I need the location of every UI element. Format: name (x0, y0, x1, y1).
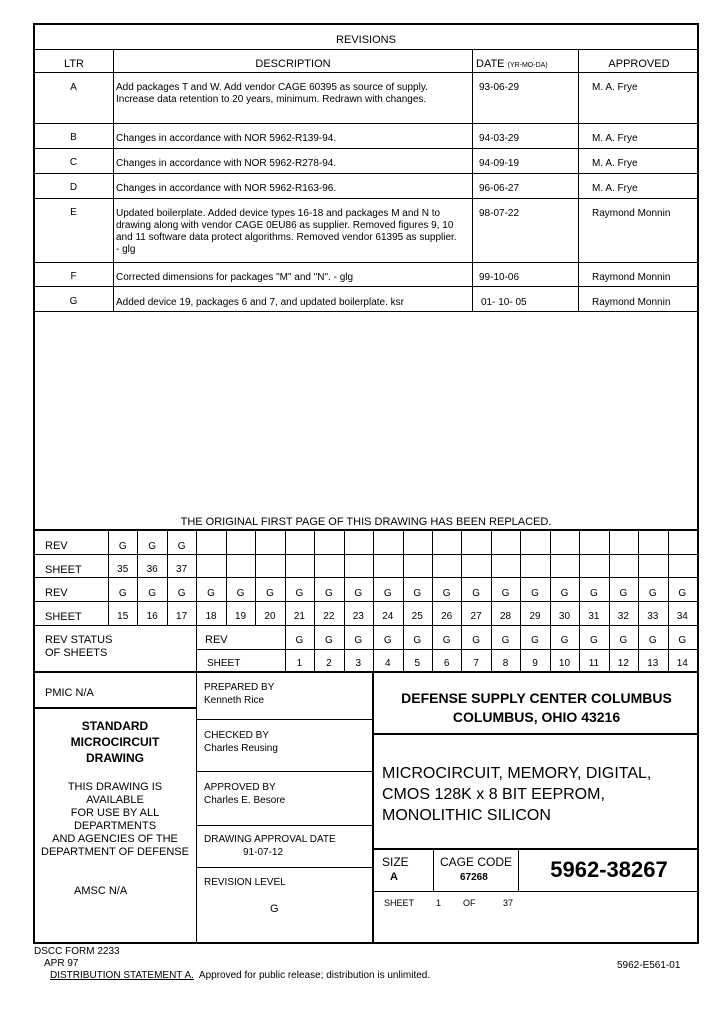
rev-cell: G (383, 635, 392, 646)
rev-cell: G (354, 635, 363, 646)
checked-label: CHECKED BY (204, 730, 270, 741)
checked-by: Charles Reusing (204, 743, 278, 754)
rev-row-date: 01- 10- 05 (481, 297, 527, 308)
rev-row-ltr: G (69, 296, 78, 307)
rev-row-description: Changes in accordance with NOR 5962-R163-96. (116, 183, 337, 194)
rev-row-approved: M. A. Frye (592, 82, 638, 93)
rev-cell: G (295, 588, 304, 599)
sheet-cell: 1 (296, 658, 303, 669)
rev-cell: G (413, 588, 422, 599)
sheet-cell: 16 (146, 611, 158, 622)
availability-text: THIS DRAWING IS AVAILABLE FOR USE BY ALL DEPARTMENTS AND AGENCIES OF THE DEPARTMENT OF DEFENSE (41, 781, 189, 858)
rev-row-ltr: F (70, 271, 77, 282)
rev-row-date: 93-06-29 (479, 82, 520, 93)
sheet-cell: 22 (323, 611, 335, 622)
rev-row-description: Changes in accordance with NOR 5962-R278-94. (116, 158, 337, 169)
rev-cell: G (648, 588, 657, 599)
amsc-label: AMSC N/A (74, 885, 128, 897)
approved-by: Charles E. Besore (204, 795, 286, 806)
rev-row-ltr: D (69, 182, 78, 193)
sheet-cell: 30 (558, 611, 571, 622)
rev-cell: G (619, 635, 628, 646)
distribution-text: Approved for public release; distribution is unlimited. (193, 970, 431, 981)
rev-row-ltr: E (70, 207, 77, 218)
rev-cell: G (324, 635, 333, 646)
sheet-cell: 2 (326, 658, 332, 669)
revisions-title: REVISIONS (336, 34, 396, 46)
rev-row-date: 94-09-19 (479, 158, 520, 169)
sheet-cell: 11 (588, 658, 600, 669)
rev-cell: G (118, 588, 127, 599)
sheet-label: SHEET (207, 658, 241, 669)
rev-cell: G (531, 635, 539, 646)
rev-cell: G (590, 635, 598, 646)
rev-cell: G (354, 588, 363, 599)
standard-title: STANDARD MICROCIRCUIT DRAWING (70, 719, 160, 765)
drawing-number: 5962-38267 (550, 857, 668, 882)
rev-cell: G (501, 635, 510, 646)
sheet-cell: 14 (676, 658, 688, 669)
sheet-cell: 26 (441, 611, 453, 622)
rev-row-ltr: A (70, 82, 77, 93)
distribution-label: DISTRIBUTION STATEMENT A. (50, 970, 194, 981)
rev-cell: G (619, 588, 628, 599)
revision-level: G (270, 903, 279, 915)
rev-cell: G (442, 588, 451, 599)
sheet-cell: 4 (384, 658, 391, 669)
form-date: APR 97 (44, 958, 79, 969)
rev-cell: G (324, 588, 333, 599)
sheet-cell: 29 (529, 611, 541, 622)
cage-label: CAGE CODE (440, 855, 513, 869)
sheet-cell: 33 (647, 611, 659, 622)
sheet-cell: 34 (676, 611, 688, 622)
rev-cell: G (648, 635, 657, 646)
sheet-cell: 27 (470, 611, 482, 622)
rev-row-date: 96-06-27 (479, 183, 520, 194)
sheet-cell: 6 (443, 658, 450, 669)
rev-cell: G (442, 635, 451, 646)
doc-number: 5962-E561-01 (617, 960, 681, 971)
rev-row-date: 99-10-06 (479, 272, 520, 283)
rev-cell: G (560, 635, 569, 646)
sheet-cell: 23 (352, 611, 364, 622)
rev-row-description: Corrected dimensions for packages "M" and "N". - glg (116, 272, 354, 283)
rev-cell: G (501, 588, 510, 599)
rev-cell: G (148, 541, 157, 552)
pmic-label: PMIC N/A (45, 687, 94, 699)
sheet-cell: 10 (558, 658, 571, 669)
rev-row-approved: M. A. Frye (592, 183, 638, 194)
drawing-title: MICROCIRCUIT, MEMORY, DIGITAL, CMOS 128K x 8 BIT EEPROM, MONOLITHIC SILICON (382, 765, 652, 824)
agency-line2: COLUMBUS, OHIO 43216 (452, 709, 621, 725)
rev-cell: G (236, 588, 245, 599)
rev-cell: G (472, 635, 480, 646)
sheet-cell: 12 (617, 658, 629, 669)
of-label: OF (463, 898, 476, 908)
col-header-approved: APPROVED (608, 58, 670, 70)
approval-date: 91-07-12 (243, 847, 284, 858)
rev-label: REV (205, 634, 228, 646)
revision-level-label: REVISION LEVEL (204, 877, 286, 888)
col-header-date (476, 58, 578, 72)
form-number: DSCC FORM 2233 (34, 946, 120, 957)
sheet-cell: 37 (176, 564, 188, 575)
rev-row-approved: Raymond Monnin (592, 208, 671, 219)
sheet-number: 1 (436, 898, 442, 908)
rev-row-approved: Raymond Monnin (592, 272, 671, 283)
sheet-cell: 7 (473, 658, 479, 669)
date-format: (YR-MO-DA) (507, 62, 548, 69)
of-total: 37 (503, 898, 514, 908)
col-header-ltr: LTR (64, 58, 84, 70)
sheet-number-label: SHEET (384, 898, 415, 908)
rev-cell: G (590, 588, 598, 599)
sheet-cell: 25 (411, 611, 423, 622)
approved-label: APPROVED BY (204, 782, 276, 793)
rev-cell: G (383, 588, 392, 599)
size-label: SIZE (382, 855, 409, 869)
date-label: DATE (476, 58, 505, 70)
sheet-label: SHEET (45, 611, 82, 623)
sheet-cell: 21 (293, 611, 305, 622)
sheet-cell: 13 (647, 658, 659, 669)
rev-cell: G (678, 588, 687, 599)
rev-row-description: Added device 19, packages 6 and 7, and updated boilerplate. ksr (116, 297, 404, 308)
agency-line1: DEFENSE SUPPLY CENTER COLUMBUS (401, 690, 672, 706)
size-value: A (390, 871, 398, 883)
replaced-note: THE ORIGINAL FIRST PAGE OF THIS DRAWING HAS BEEN REPLACED. (180, 516, 552, 528)
approval-date-label: DRAWING APPROVAL DATE (204, 834, 336, 845)
sheet-cell: 5 (414, 658, 420, 669)
col-header-description: DESCRIPTION (255, 58, 331, 70)
rev-row-approved: M. A. Frye (592, 158, 638, 169)
rev-row-ltr: B (70, 132, 77, 143)
sheet-cell: 18 (205, 611, 217, 622)
rev-row-date: 98-07-22 (479, 208, 520, 219)
sheet-cell: 9 (532, 658, 538, 669)
sheet-cell: 31 (588, 611, 600, 622)
rev-cell: G (148, 588, 157, 599)
cage-value: 67268 (460, 872, 488, 883)
rev-cell: G (295, 635, 304, 646)
sheet-cell: 3 (355, 658, 362, 669)
sheet-cell: 20 (264, 611, 276, 622)
prepared-label: PREPARED BY (204, 682, 275, 693)
rev-cell: G (207, 588, 215, 599)
rev-cell: G (177, 541, 186, 552)
prepared-by: Kenneth Rice (204, 695, 265, 706)
sheet-cell: 19 (234, 611, 247, 622)
rev-cell: G (560, 588, 569, 599)
rev-row-approved: M. A. Frye (592, 133, 638, 144)
rev-label: REV (45, 540, 68, 552)
rev-cell: G (472, 588, 480, 599)
rev-label: REV (45, 587, 68, 599)
sheet-cell: 35 (117, 564, 129, 575)
sheet-cell: 15 (117, 611, 129, 622)
rev-status-label: REV STATUS OF SHEETS (45, 634, 113, 659)
rev-row-description: Add packages T and W. Add vendor CAGE 60395 as source of supply. Increase data retention to 20 years, minimum. Redrawn with changes. (116, 82, 428, 105)
rev-row-date: 94-03-29 (479, 133, 520, 144)
rev-cell: G (413, 635, 422, 646)
sheet-cell: 36 (146, 564, 158, 575)
rev-cell: G (266, 588, 274, 599)
sheet-cell: 24 (382, 611, 394, 622)
rev-cell: G (118, 541, 127, 552)
rev-row-approved: Raymond Monnin (592, 297, 671, 308)
rev-row-description: Updated boilerplate. Added device types 16-18 and packages M and N to drawing along with vendor CAGE 0EU86 as supplier. Removed figures 9, 10 and 11 software data protect algorithms. Removed vendor 61395 as supplier. - glg (116, 208, 457, 255)
distribution-statement (50, 970, 430, 982)
sheet-cell: 17 (176, 611, 188, 622)
sheet-cell: 28 (500, 611, 512, 622)
sheet-cell: 32 (617, 611, 629, 622)
rev-cell: G (531, 588, 539, 599)
rev-row-ltr: C (69, 157, 78, 168)
sheet-cell: 8 (502, 658, 509, 669)
sheet-label: SHEET (45, 564, 82, 576)
rev-row-description: Changes in accordance with NOR 5962-R139-94. (116, 133, 337, 144)
rev-cell: G (177, 588, 186, 599)
rev-cell: G (678, 635, 687, 646)
